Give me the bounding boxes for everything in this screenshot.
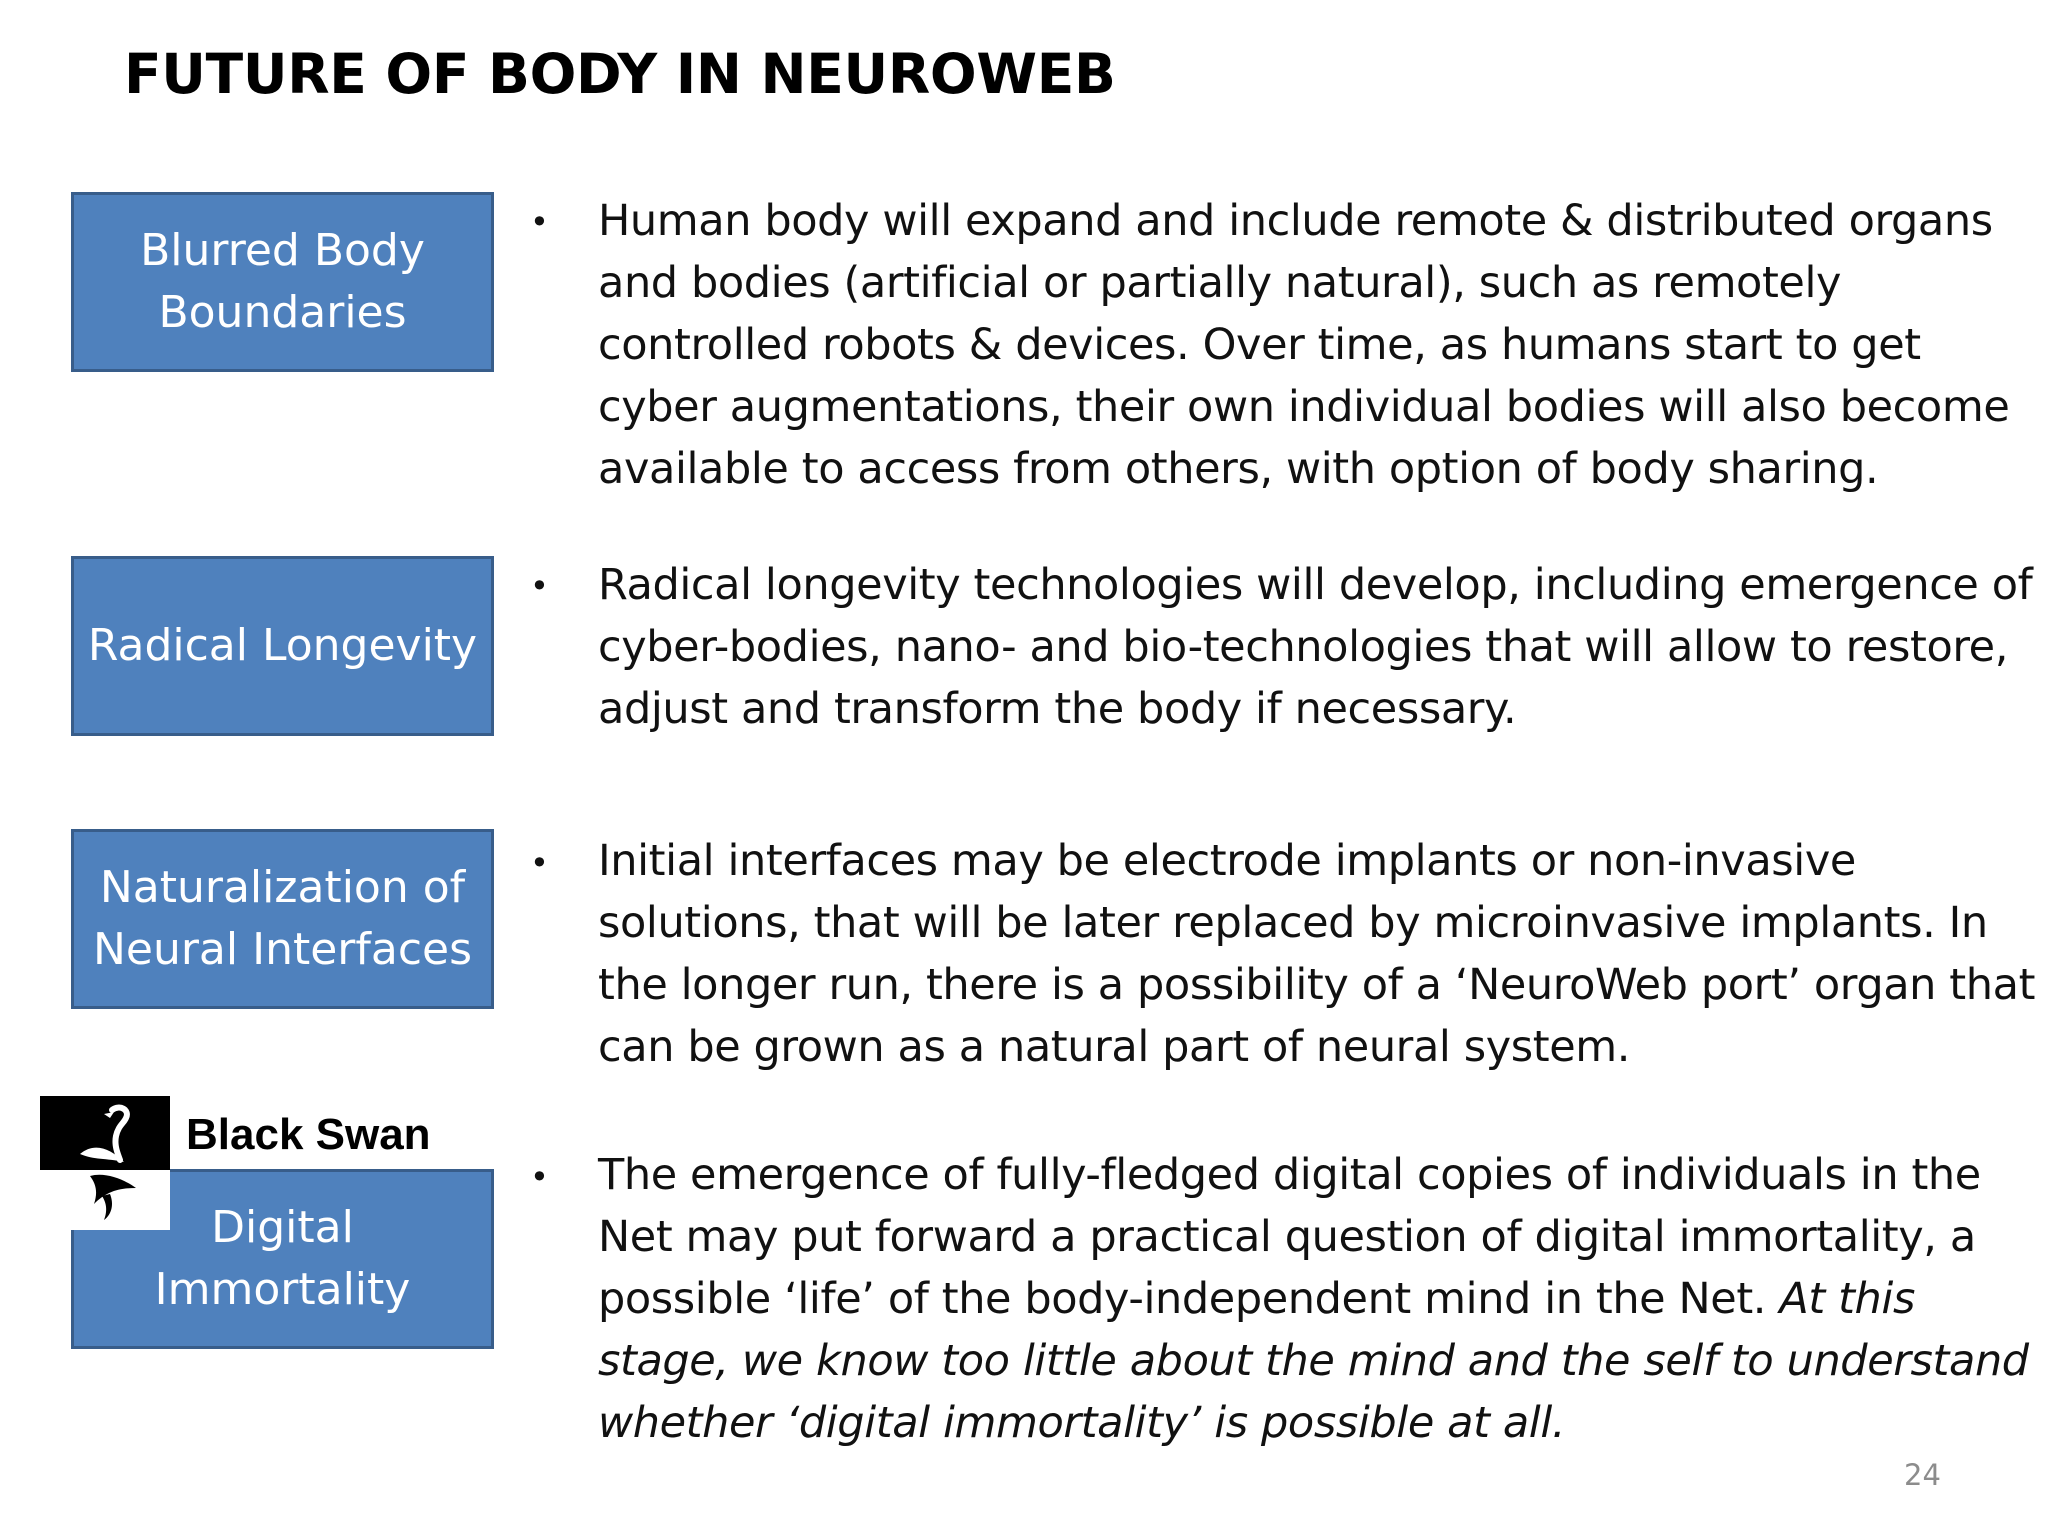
bullet-marker: • (530, 844, 549, 882)
slide-title: FUTURE OF BODY IN NEUROWEB (124, 42, 1116, 106)
label-box-blurred-body-boundaries (71, 192, 494, 372)
label-text: Naturalization of Neural Interfaces (92, 862, 473, 975)
bullet-text-blurred-body: Human body will expand and include remote & distributed organs and bodies (artificial or partially natural), such as remotely controlled robots & devices. Over time, as humans start to get cyber augmentations, their own individual bodies will also become available to access from others, with option of body sharing. (598, 196, 2010, 494)
bullet-text-digital-immortality (598, 1144, 2038, 1454)
black-swan-icon (40, 1096, 170, 1230)
bullet-marker: • (530, 567, 549, 605)
bullet-text-radical-longevity: Radical longevity technologies will develop, including emergence of cyber-bodies, nano- and bio-technologies that will allow to restore, adjust and transform the body if necessary. (598, 560, 2033, 734)
label-box-naturalization (71, 829, 494, 1009)
page-number: 24 (1904, 1458, 1941, 1492)
bullet-marker: • (530, 203, 549, 241)
label-text: Radical Longevity (87, 620, 478, 671)
label-text: Blurred Body Boundaries (140, 225, 425, 338)
label-text: Digital Immortality (154, 1202, 411, 1315)
bullet-text-italic: At this stage, we know too little about the mind and the self to understand whether ‘digital immortality’ is possible at all. (598, 1274, 2029, 1448)
bullet-text-neural-interfaces: Initial interfaces may be electrode implants or non-invasive solutions, that will be later replaced by microinvasive implants. In the longer run, there is a possibility of a ‘NeuroWeb port’ organ that can be grown as a natural part of neural system. (598, 836, 2036, 1072)
bullet-text-regular: The emergence of fully-fledged digital copies of individuals in the Net may put forward a practical question of digital immortality, a possible ‘life’ of the body-independent mind in the Net. (598, 1150, 1981, 1324)
black-swan-caption: Black Swan (186, 1110, 431, 1159)
bullet-marker: • (530, 1158, 549, 1196)
label-box-radical-longevity (71, 556, 494, 736)
